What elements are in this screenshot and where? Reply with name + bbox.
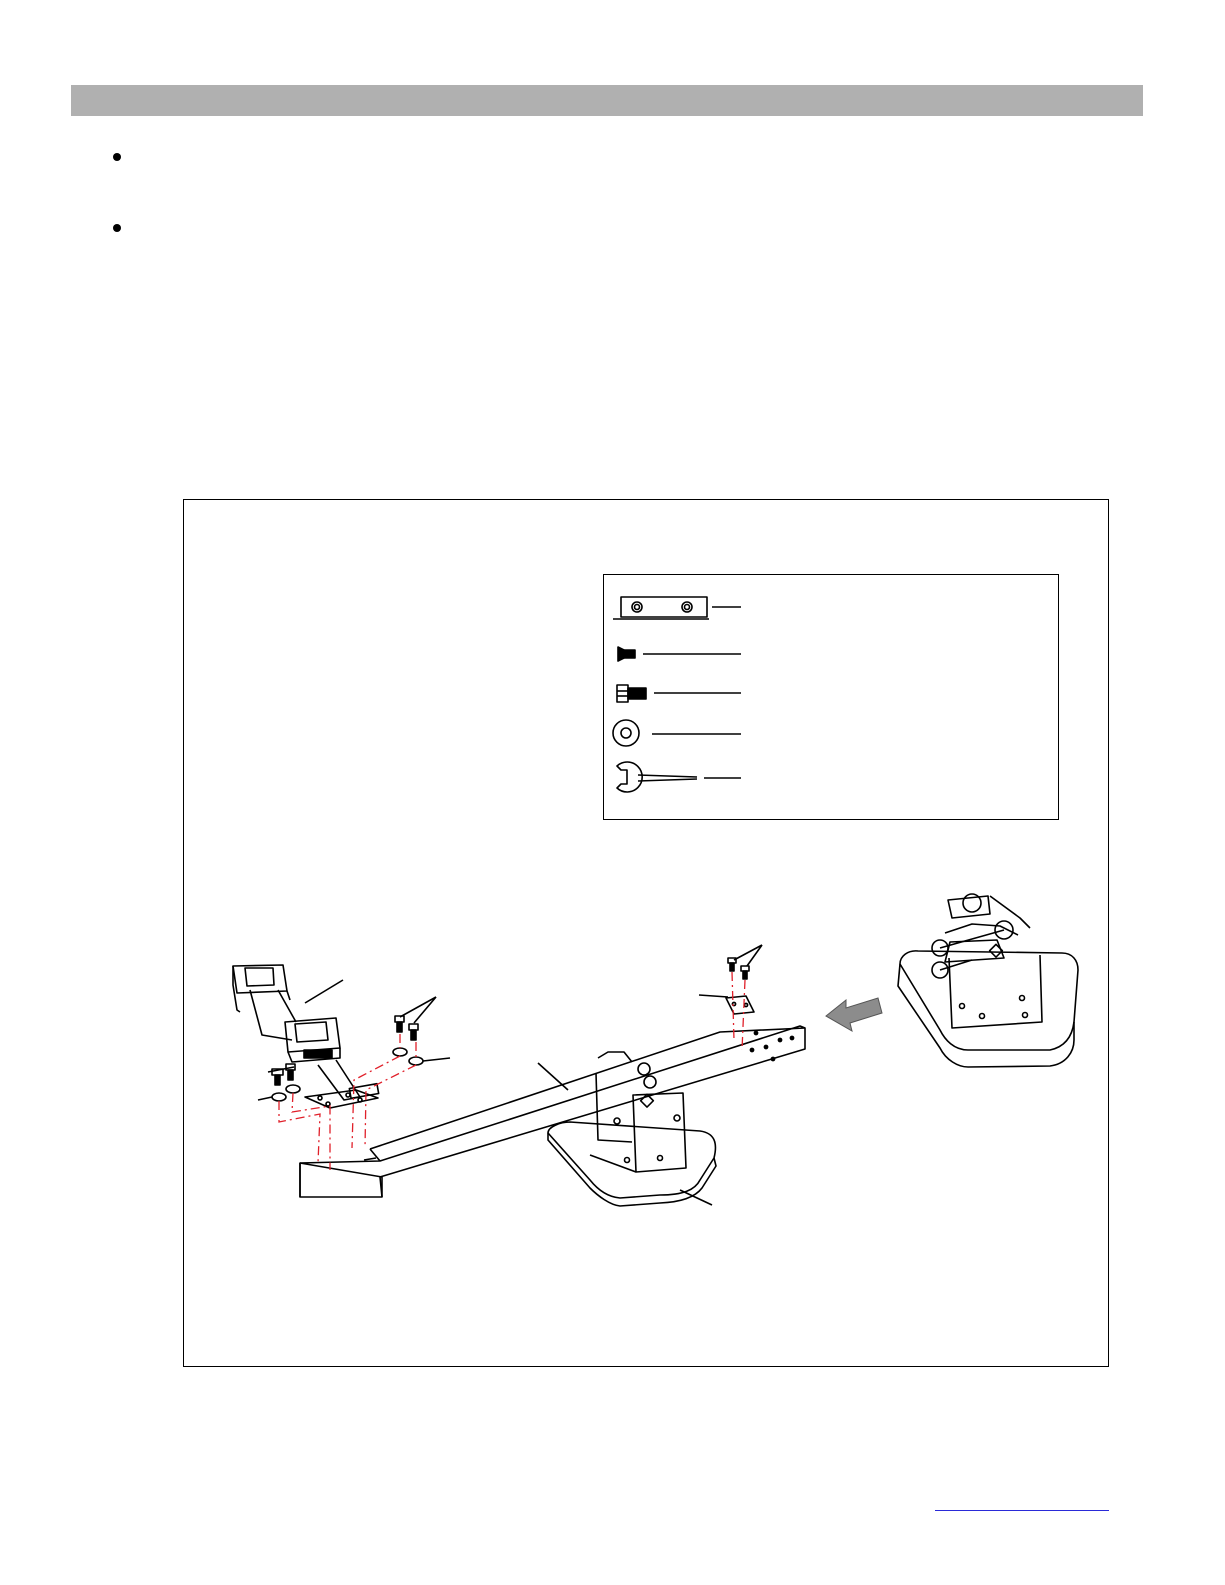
direction-arrow	[826, 998, 882, 1031]
footer-link[interactable]	[935, 1510, 1109, 1511]
rear-stabilizer-preview	[898, 894, 1078, 1067]
hex-bolt-icon	[617, 685, 741, 702]
washer-icon	[613, 720, 741, 746]
combination-wrench-icon	[617, 762, 741, 792]
connecting-plate-icon	[613, 597, 741, 619]
main-frame	[300, 1026, 805, 1197]
alignment-lines	[279, 972, 745, 1170]
rear-stabilizer	[548, 1052, 716, 1206]
flat-head-screw-icon	[618, 647, 741, 661]
right-hardware	[699, 945, 762, 1014]
front-stabilizer	[233, 965, 360, 1100]
